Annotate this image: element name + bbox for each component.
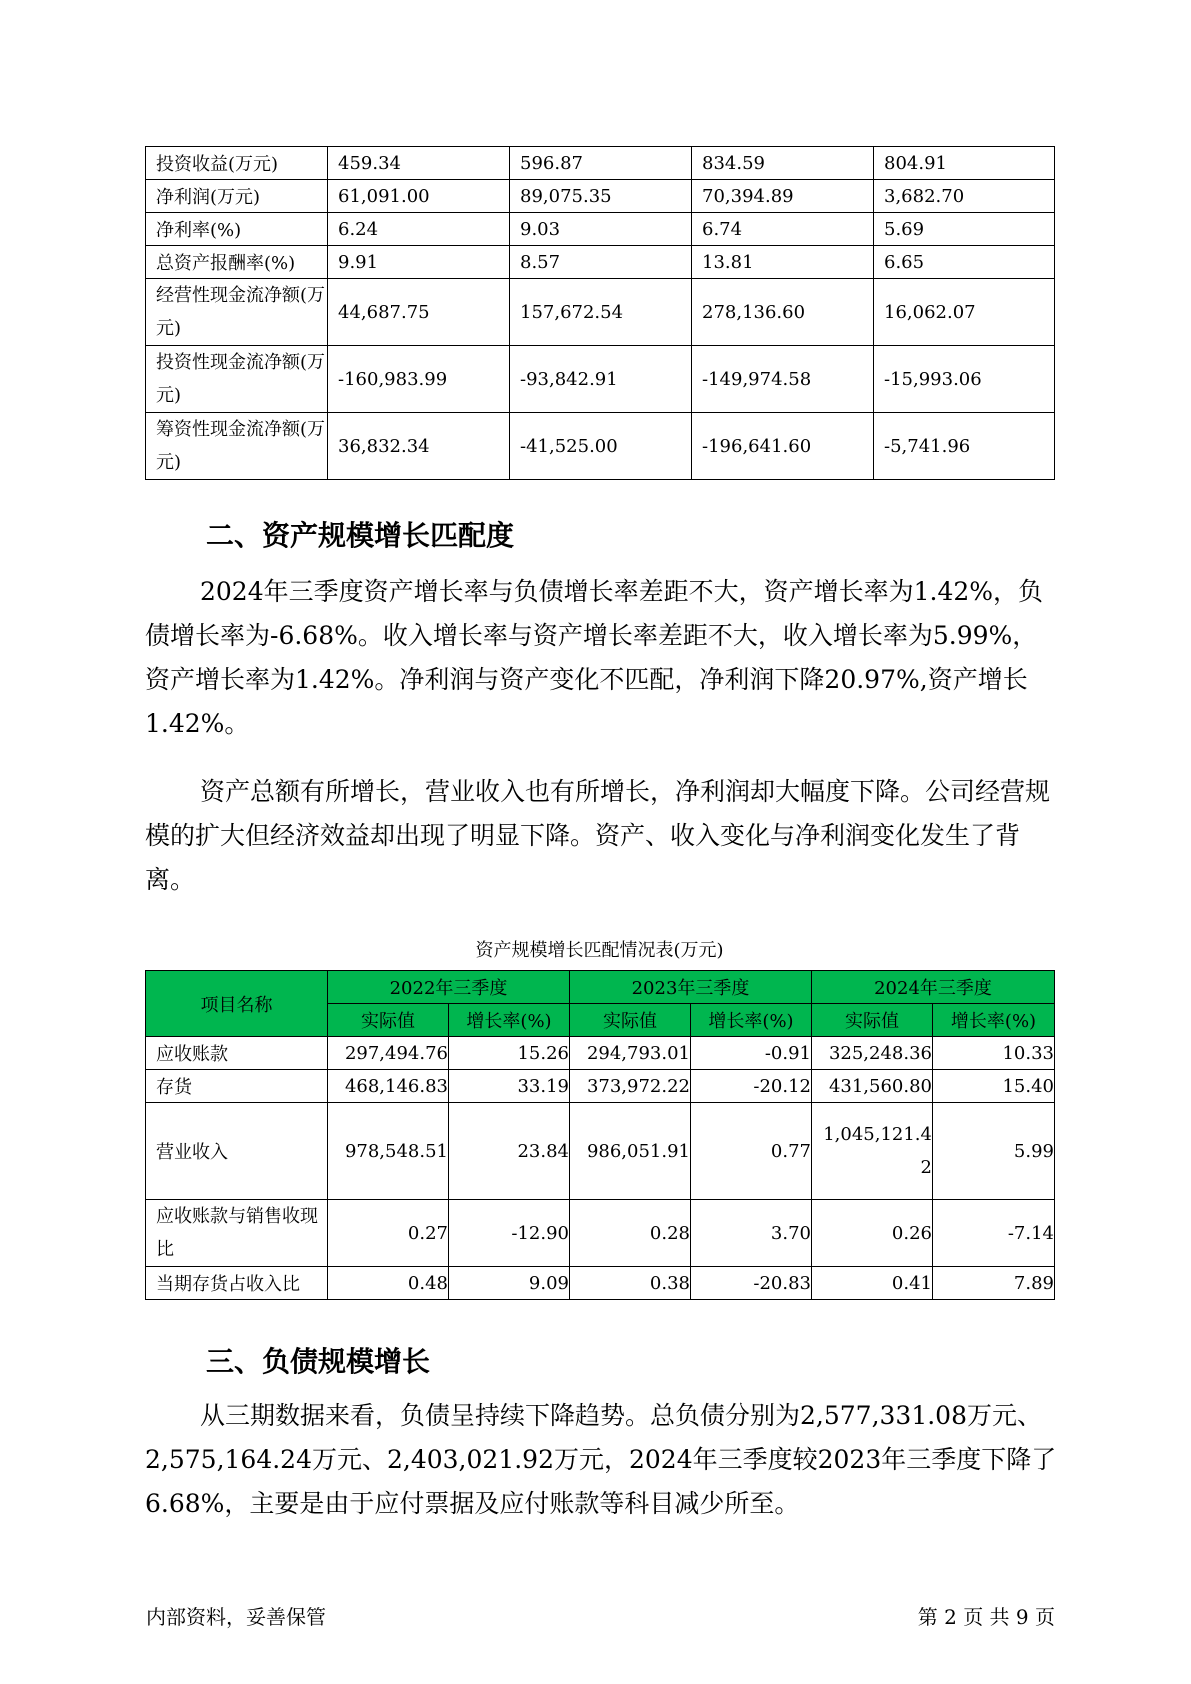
cell-value: 89,075.35 <box>510 180 692 213</box>
cell-value: 297,494.76 <box>328 1037 449 1070</box>
column-subheader: 实际值 <box>328 1004 449 1037</box>
cell-value: 13.81 <box>692 246 874 279</box>
cell-value: 10.33 <box>933 1037 1055 1070</box>
cell-value: 9.09 <box>449 1267 570 1300</box>
column-subheader: 实际值 <box>812 1004 933 1037</box>
cell-value: -149,974.58 <box>692 346 874 413</box>
table-row <box>146 1103 1055 1200</box>
cell-value: 33.19 <box>449 1070 570 1103</box>
cell-value: 6.24 <box>328 213 510 246</box>
column-header: 2022年三季度 <box>328 971 570 1004</box>
paragraph <box>145 1394 1057 1526</box>
footer-note: 内部资料，妥善保管 <box>146 1605 326 1629</box>
cell-value: 6.74 <box>692 213 874 246</box>
cell-value: 431,560.80 <box>812 1070 933 1103</box>
cell-value: -196,641.60 <box>692 413 874 480</box>
cell-value: 0.27 <box>328 1200 449 1267</box>
row-label: 投资性现金流净额(万元) <box>146 346 328 413</box>
cell-value: 0.38 <box>570 1267 691 1300</box>
cell-value: -5,741.96 <box>874 413 1055 480</box>
column-header: 2023年三季度 <box>570 971 812 1004</box>
cell-value: 16,062.07 <box>874 279 1055 346</box>
cell-value: 5.69 <box>874 213 1055 246</box>
cell-value: 0.28 <box>570 1200 691 1267</box>
cell-value: 9.91 <box>328 246 510 279</box>
cell-value: 44,687.75 <box>328 279 510 346</box>
cell-value: -12.90 <box>449 1200 570 1267</box>
cell-value: 1,045,121.42 <box>812 1103 933 1200</box>
row-label: 应收账款 <box>146 1037 328 1070</box>
row-label: 投资收益(万元) <box>146 147 328 180</box>
column-subheader: 增长率(%) <box>933 1004 1055 1037</box>
row-label: 总资产报酬率(%) <box>146 246 328 279</box>
paragraph-text: 2024年三季度资产增长率与负债增长率差距不大，资产增长率为1.42%，负债增长率为-6.68%。收入增长率与资产增长率差距不大，收入增长率为5.99%，资产增长率为1.42%。净利润与资产变化不匹配，净利润下降20.97%,资产增长1.42%。 <box>145 577 1044 738</box>
cell-value: 459.34 <box>328 147 510 180</box>
row-label: 当期存货占收入比 <box>146 1267 328 1300</box>
cell-value: 978,548.51 <box>328 1103 449 1200</box>
section-heading: 二、资产规模增长匹配度 <box>206 519 515 552</box>
column-subheader: 实际值 <box>570 1004 691 1037</box>
column-subheader: 增长率(%) <box>449 1004 570 1037</box>
cell-value: 70,394.89 <box>692 180 874 213</box>
cell-value: 834.59 <box>692 147 874 180</box>
cell-value: 6.65 <box>874 246 1055 279</box>
row-label: 应收账款与销售收现比 <box>146 1200 328 1267</box>
table-row <box>146 180 1055 213</box>
page-number: 第 2 页 共 9 页 <box>917 1605 1055 1629</box>
cell-value: 0.48 <box>328 1267 449 1300</box>
cell-value: 294,793.01 <box>570 1037 691 1070</box>
table-row <box>146 1037 1055 1070</box>
paragraph <box>145 570 1057 746</box>
row-label: 净利率(%) <box>146 213 328 246</box>
row-label: 筹资性现金流净额(万元) <box>146 413 328 480</box>
cell-value: 325,248.36 <box>812 1037 933 1070</box>
row-label: 营业收入 <box>146 1103 328 1200</box>
table-row <box>146 213 1055 246</box>
cell-value: 9.03 <box>510 213 692 246</box>
section-heading: 三、负债规模增长 <box>206 1345 431 1378</box>
paragraph <box>145 770 1057 902</box>
column-subheader: 增长率(%) <box>691 1004 812 1037</box>
cell-value: -160,983.99 <box>328 346 510 413</box>
column-header: 2024年三季度 <box>812 971 1055 1004</box>
asset-growth-matching-table <box>145 970 1055 1300</box>
cell-value: 61,091.00 <box>328 180 510 213</box>
column-header: 项目名称 <box>146 971 328 1037</box>
cell-value: -41,525.00 <box>510 413 692 480</box>
cell-value: 468,146.83 <box>328 1070 449 1103</box>
cell-value: -20.12 <box>691 1070 812 1103</box>
cell-value: -15,993.06 <box>874 346 1055 413</box>
cell-value: -0.91 <box>691 1037 812 1070</box>
table-row <box>146 1200 1055 1267</box>
table-row <box>146 246 1055 279</box>
cell-value: -20.83 <box>691 1267 812 1300</box>
cell-value: 0.77 <box>691 1103 812 1200</box>
cell-value: 373,972.22 <box>570 1070 691 1103</box>
cell-value: 986,051.91 <box>570 1103 691 1200</box>
cell-value: 278,136.60 <box>692 279 874 346</box>
table-row <box>146 1070 1055 1103</box>
financial-indicators-table <box>145 146 1055 480</box>
cell-value: 3.70 <box>691 1200 812 1267</box>
cell-value: 0.41 <box>812 1267 933 1300</box>
table-row <box>146 346 1055 413</box>
paragraph-text: 从三期数据来看，负债呈持续下降趋势。总负债分别为2,577,331.08万元、2,575,164.24万元、2,403,021.92万元，2024年三季度较2023年三季度下降了6.68%，主要是由于应付票据及应付账款等科目减少所至。 <box>145 1401 1057 1518</box>
cell-value: 0.26 <box>812 1200 933 1267</box>
row-label: 存货 <box>146 1070 328 1103</box>
cell-value: 15.40 <box>933 1070 1055 1103</box>
paragraph-text: 资产总额有所增长，营业收入也有所增长，净利润却大幅度下降。公司经营规模的扩大但经济效益却出现了明显下降。资产、收入变化与净利润变化发生了背离。 <box>145 777 1051 894</box>
cell-value: 596.87 <box>510 147 692 180</box>
cell-value: 36,832.34 <box>328 413 510 480</box>
cell-value: 3,682.70 <box>874 180 1055 213</box>
table-header-row <box>146 971 1055 1004</box>
table-caption: 资产规模增长匹配情况表(万元) <box>475 940 724 961</box>
cell-value: 157,672.54 <box>510 279 692 346</box>
cell-value: -93,842.91 <box>510 346 692 413</box>
cell-value: 804.91 <box>874 147 1055 180</box>
cell-value: 8.57 <box>510 246 692 279</box>
cell-value: -7.14 <box>933 1200 1055 1267</box>
cell-value: 5.99 <box>933 1103 1055 1200</box>
cell-value: 7.89 <box>933 1267 1055 1300</box>
row-label: 经营性现金流净额(万元) <box>146 279 328 346</box>
cell-value: 23.84 <box>449 1103 570 1200</box>
cell-value: 15.26 <box>449 1037 570 1070</box>
row-label: 净利润(万元) <box>146 180 328 213</box>
table-row <box>146 413 1055 480</box>
table-row <box>146 1267 1055 1300</box>
table-row <box>146 279 1055 346</box>
table-row <box>146 147 1055 180</box>
